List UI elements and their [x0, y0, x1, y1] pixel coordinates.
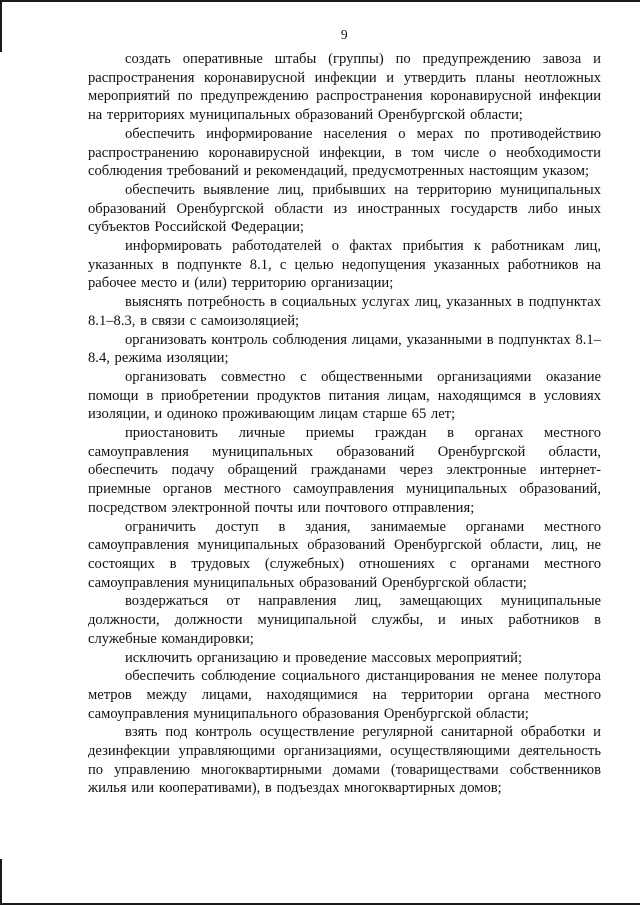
- paragraph: создать оперативные штабы (группы) по предупреждению завоза и распространения коронавирусной инфекции и утвердить планы неотложных мероприятий по предупреждению распространения коронавирусной инфекции на территориях муниципальных образований Оренбургской области;: [88, 51, 601, 124]
- paragraph: организовать контроль соблюдения лицами, указанными в подпунктах 8.1–8.4, режима изоляции;: [88, 331, 601, 367]
- paragraph: выяснять потребность в социальных услугах лиц, указанных в подпунктах 8.1–8.3, в связи с самоизоляцией;: [88, 294, 601, 329]
- page-number: 9: [340, 27, 349, 42]
- paragraph: взять под контроль осуществление регулярной санитарной обработки и дезинфекции управляющими организациями, осуществляющими деятельность по управлению многоквартирными домами (товариществами собственников жилья или кооперативами), в подъездах многоквартирных домов;: [88, 724, 601, 797]
- scan-edge-left-top: [0, 0, 2, 52]
- paragraph: обеспечить соблюдение социального дистанцирования не менее полутора метров между лицами, находящимися на территории органа местного самоуправления муниципального образования Оренбургской области;: [88, 668, 601, 722]
- paragraph: обеспечить информирование населения о мерах по противодействию распространению коронавирусной инфекции, в том числе о необходимости соблюдения требований и рекомендаций, предусмотренных настоящим указом;: [88, 125, 601, 180]
- paragraph: обеспечить выявление лиц, прибывших на территорию муниципальных образований Оренбургской области из иностранных государств либо иных субъектов Российской Федерации;: [88, 181, 601, 236]
- scan-edge-top: [0, 0, 640, 2]
- paragraph: ограничить доступ в здания, занимаемые органами местного самоуправления муниципальных образований Оренбургской области, лиц, не состоящих в трудовых (служебных) отношениях с органами местного самоуправления муниципальных образований Оренбургской области;: [88, 518, 601, 591]
- paragraph: организовать совместно с общественными организациями оказание помощи в приобретении продуктов питания лицам, находящимся в условиях изоляции, и одиноко проживающим лицам старше 65 лет;: [88, 368, 601, 423]
- paragraph: информировать работодателей о фактах прибытия к работникам лиц, указанных в подпункте 8.1, с целью недопущения указанных работников на рабочее место и (или) территорию организации;: [88, 238, 601, 292]
- paragraph: приостановить личные приемы граждан в органах местного самоуправления муниципальных образований Оренбургской области, обеспечить подачу обращений гражданами через электронные интернет-приемные органов местного самоуправления муниципальных образований, посредством электронной почты или почтового отправления;: [88, 425, 601, 516]
- scan-edge-left-bottom: [0, 859, 2, 905]
- document-body: [88, 50, 601, 798]
- paragraph: исключить организацию и проведение массовых мероприятий;: [125, 649, 523, 666]
- paragraph: воздержаться от направления лиц, замещающих муниципальные должности, должности муниципальной службы, и иных работников в служебные командировки;: [88, 593, 601, 647]
